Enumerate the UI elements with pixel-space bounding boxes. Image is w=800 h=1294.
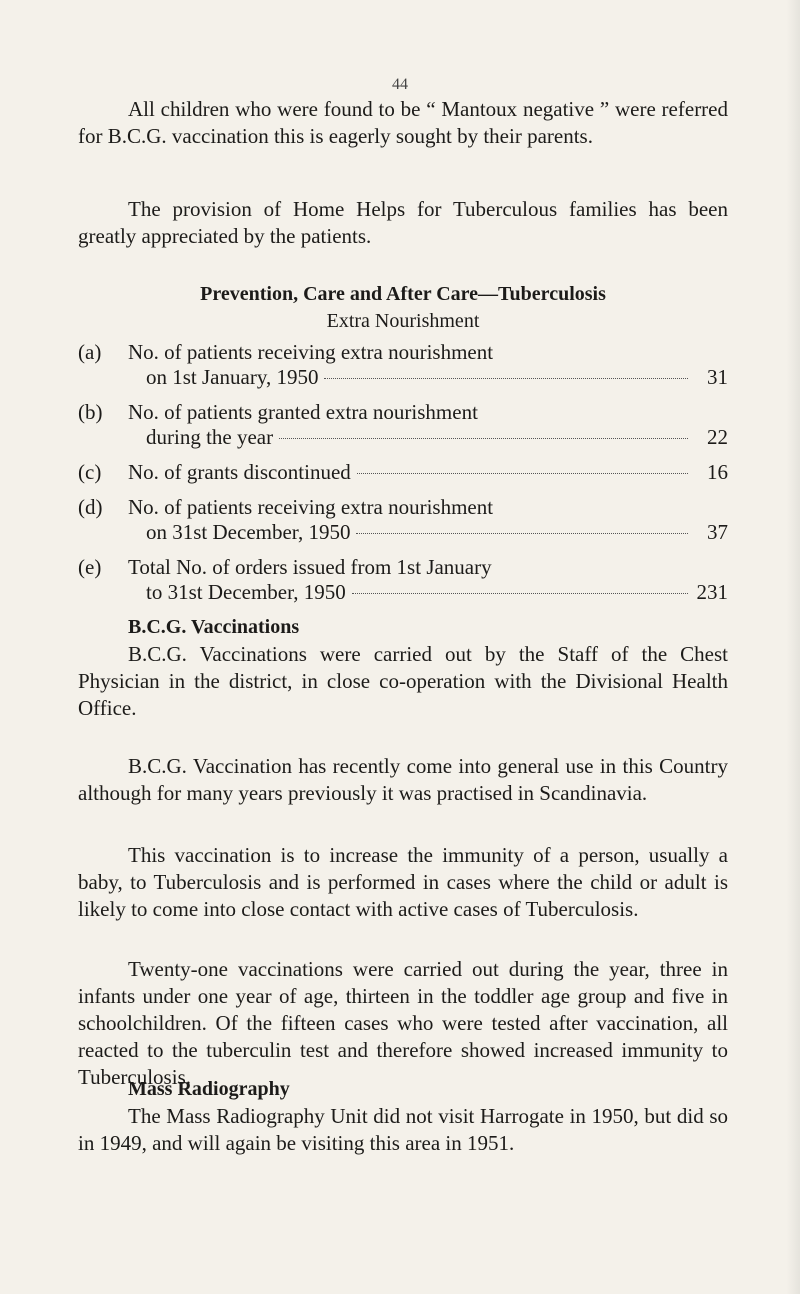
bcg-heading: B.C.G. Vaccinations	[128, 616, 300, 638]
item-letter: (d)	[78, 495, 103, 519]
nourishment-item-c	[78, 460, 728, 485]
dot-leader	[324, 377, 688, 379]
item-text-line1: No. of patients granted extra nourishment	[128, 400, 478, 424]
item-text-line2: to 31st December, 1950	[146, 580, 346, 604]
page-edge-shadow	[786, 0, 800, 1294]
intro-paragraph-2: The provision of Home Helps for Tuberculous families has been greatly appreciated by the patients.	[78, 197, 728, 248]
extra-nourishment-subheading: Extra Nourishment	[326, 310, 480, 332]
nourishment-item-a	[78, 340, 728, 390]
bcg-paragraph-4: Twenty-one vaccinations were carried out during the year, three in infants under one year of age, thirteen in the toddler age group and five in schoolchildren. Of the fifteen cases who were tested after vaccination, all reacted to the tuberculin test and therefore showed increased immunity to Tuberculosis.	[78, 957, 728, 1089]
mass-radiography-heading: Mass Radiography	[128, 1078, 290, 1100]
item-text-line1: Total No. of orders issued from 1st January	[128, 555, 492, 579]
page-number: 44	[392, 76, 408, 93]
item-text-line2: No. of grants discontinued	[128, 460, 351, 484]
nourishment-item-d	[78, 495, 728, 545]
item-value: 16	[707, 460, 728, 484]
dot-leader	[357, 472, 688, 474]
prevention-heading: Prevention, Care and After Care—Tuberculosis	[200, 283, 606, 305]
bcg-paragraph-1: B.C.G. Vaccinations were carried out by the Staff of the Chest Physician in the district, in close co-operation with the Divisional Health Office.	[78, 642, 728, 720]
item-text-line1: No. of patients receiving extra nourishment	[128, 340, 494, 364]
item-value: 231	[696, 580, 728, 604]
intro-paragraph-1: All children who were found to be “ Mantoux negative ” were referred for B.C.G. vaccination this is eagerly sought by their parents.	[78, 97, 728, 148]
bcg-paragraph-2: B.C.G. Vaccination has recently come into general use in this Country although for many years previously it was practised in Scandinavia.	[78, 754, 728, 805]
item-value: 22	[707, 425, 728, 449]
item-text-line1: No. of patients receiving extra nourishment	[128, 495, 494, 519]
item-letter: (e)	[78, 555, 102, 579]
dot-leader	[352, 592, 688, 594]
nourishment-item-b	[78, 400, 728, 450]
mass-radiography-paragraph: The Mass Radiography Unit did not visit Harrogate in 1950, but did so in 1949, and will again be visiting this area in 1951.	[78, 1104, 728, 1155]
item-letter: (c)	[78, 460, 102, 484]
item-text-line2: on 31st December, 1950	[146, 520, 351, 544]
dot-leader	[279, 437, 688, 439]
item-value: 37	[707, 520, 728, 544]
item-text-line2: on 1st January, 1950	[146, 365, 319, 389]
item-value: 31	[707, 365, 728, 389]
nourishment-item-e	[78, 555, 728, 605]
item-text-line2: during the year	[146, 425, 274, 449]
dot-leader	[356, 532, 688, 534]
item-letter: (a)	[78, 340, 102, 364]
item-letter: (b)	[78, 400, 103, 424]
bcg-paragraph-3: This vaccination is to increase the immunity of a person, usually a baby, to Tuberculosis and is performed in cases where the child or adult is likely to come into close contact with active cases of Tuberculosis.	[78, 843, 728, 921]
extra-nourishment-list	[78, 340, 728, 615]
